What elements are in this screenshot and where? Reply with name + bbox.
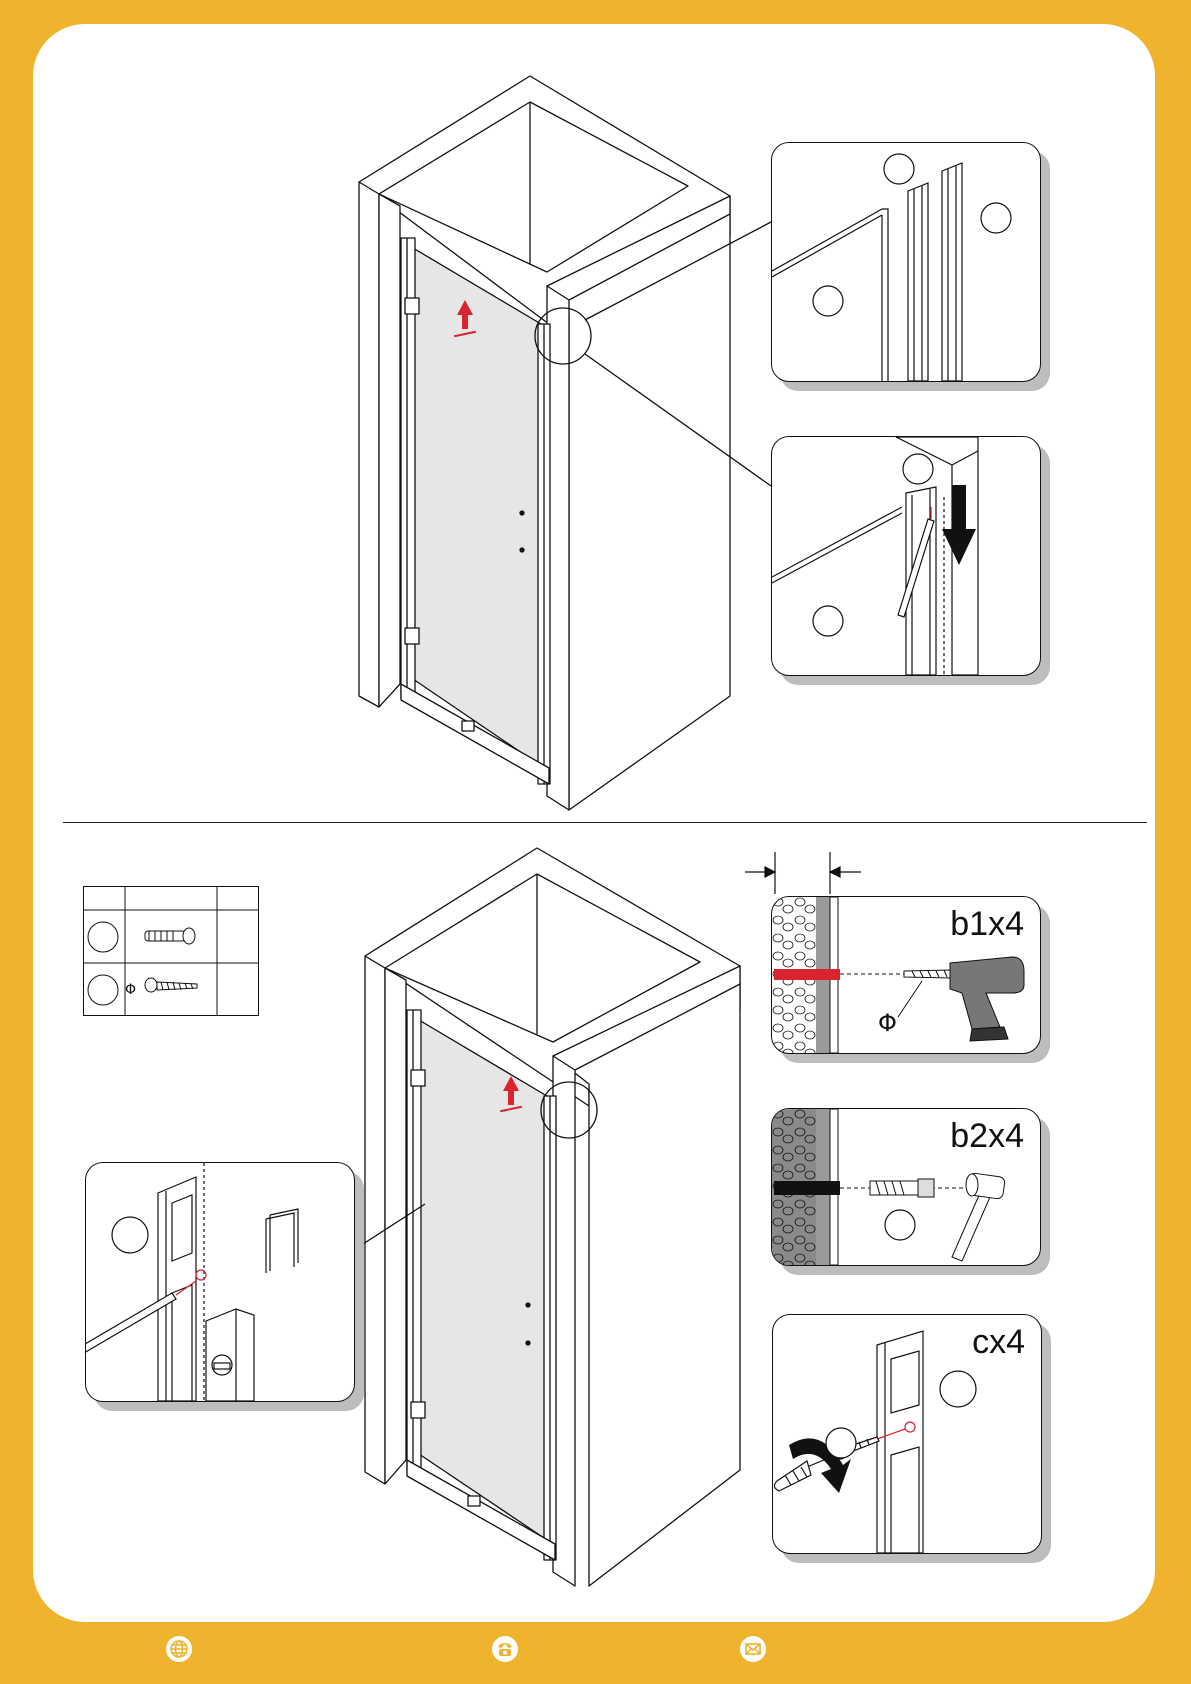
hole-marking-detail-panel — [85, 1162, 355, 1402]
callout-badge — [826, 1428, 856, 1458]
screw-diameter-symbol: Φ — [125, 982, 137, 998]
drill-diameter-symbol: Φ — [878, 1009, 897, 1037]
phone-icon — [492, 1636, 518, 1662]
screw-quantity-label: cx4 — [972, 1323, 1025, 1361]
drill-hole-detail-panel — [771, 896, 1041, 1054]
callout-badge — [940, 1371, 976, 1407]
instruction-sheet — [33, 24, 1155, 1622]
parts-table — [83, 886, 259, 1016]
wall-plug-quantity-label: b2x4 — [950, 1117, 1024, 1155]
callout-badge — [112, 1217, 148, 1253]
mail-icon — [740, 1636, 766, 1662]
drill-quantity-label: b1x4 — [950, 905, 1024, 943]
globe-icon — [166, 1636, 192, 1662]
screw-fixing-detail-panel — [772, 1314, 1042, 1554]
callout-badge — [885, 1210, 915, 1240]
wall-plug-detail-panel — [771, 1108, 1041, 1266]
